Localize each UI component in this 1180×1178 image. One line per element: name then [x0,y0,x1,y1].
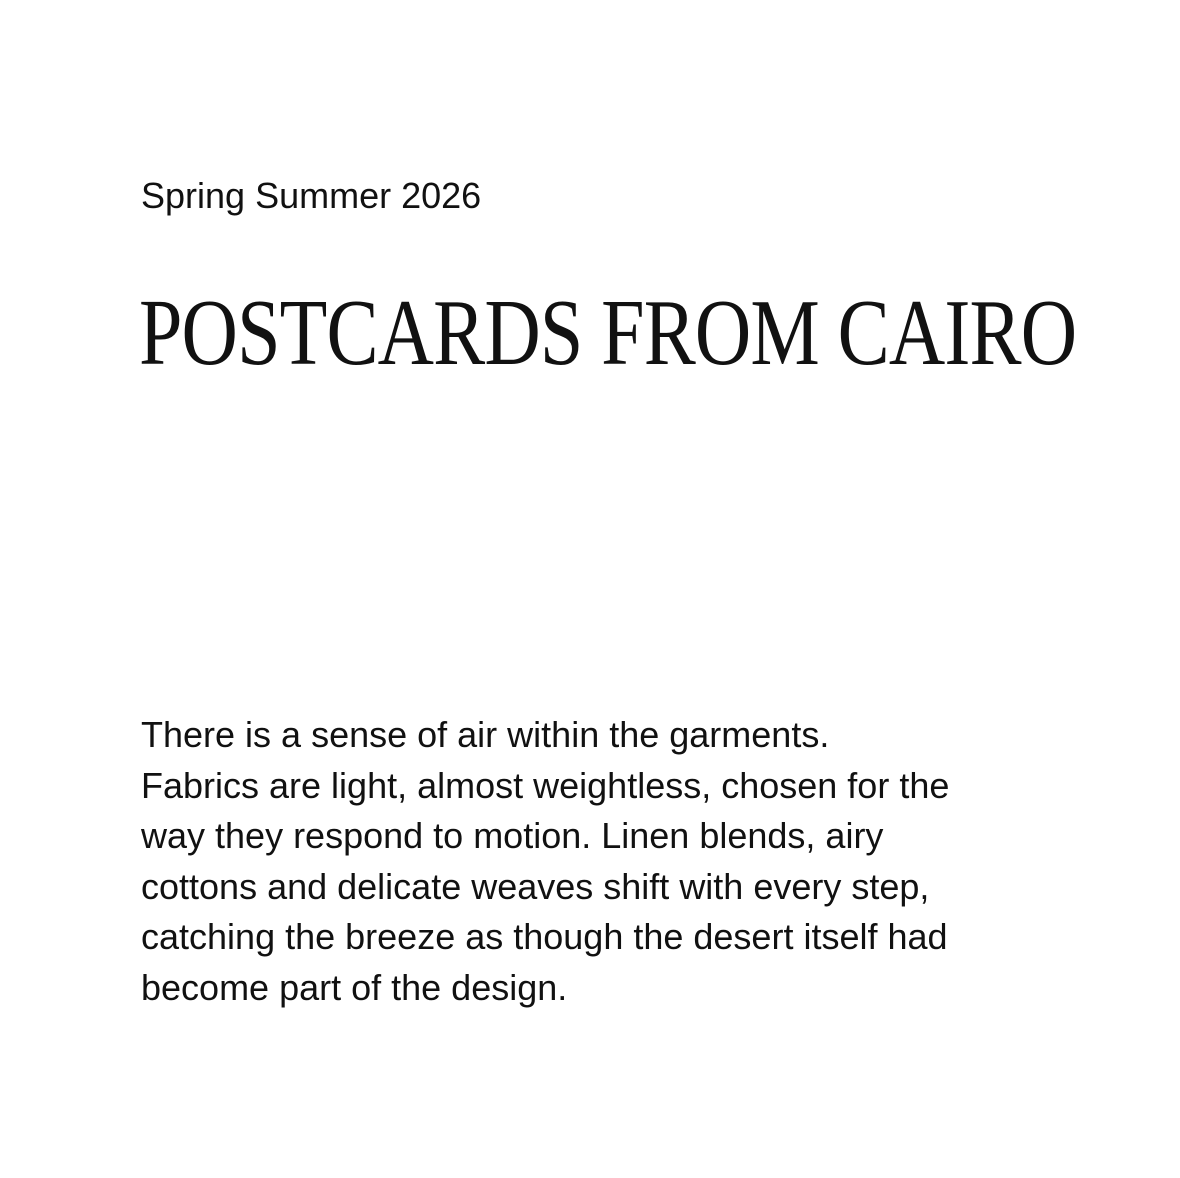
description-line: Fabrics are light, almost weightless, chosen for the [141,764,950,806]
description-line: cottons and delicate weaves shift with every step, [141,865,930,907]
description-paragraph [141,710,1061,1013]
description-line: catching the breeze as though the desert itself had [141,916,948,957]
description-line: become part of the design. [141,966,568,1008]
collection-title: POSTCARDS FROM CAIRO [139,281,1077,385]
description-line: way they respond to motion. Linen blends, airy [141,815,884,856]
season-label: Spring Summer 2026 [141,175,482,216]
description-line: There is a sense of air within the garments. [141,714,830,755]
